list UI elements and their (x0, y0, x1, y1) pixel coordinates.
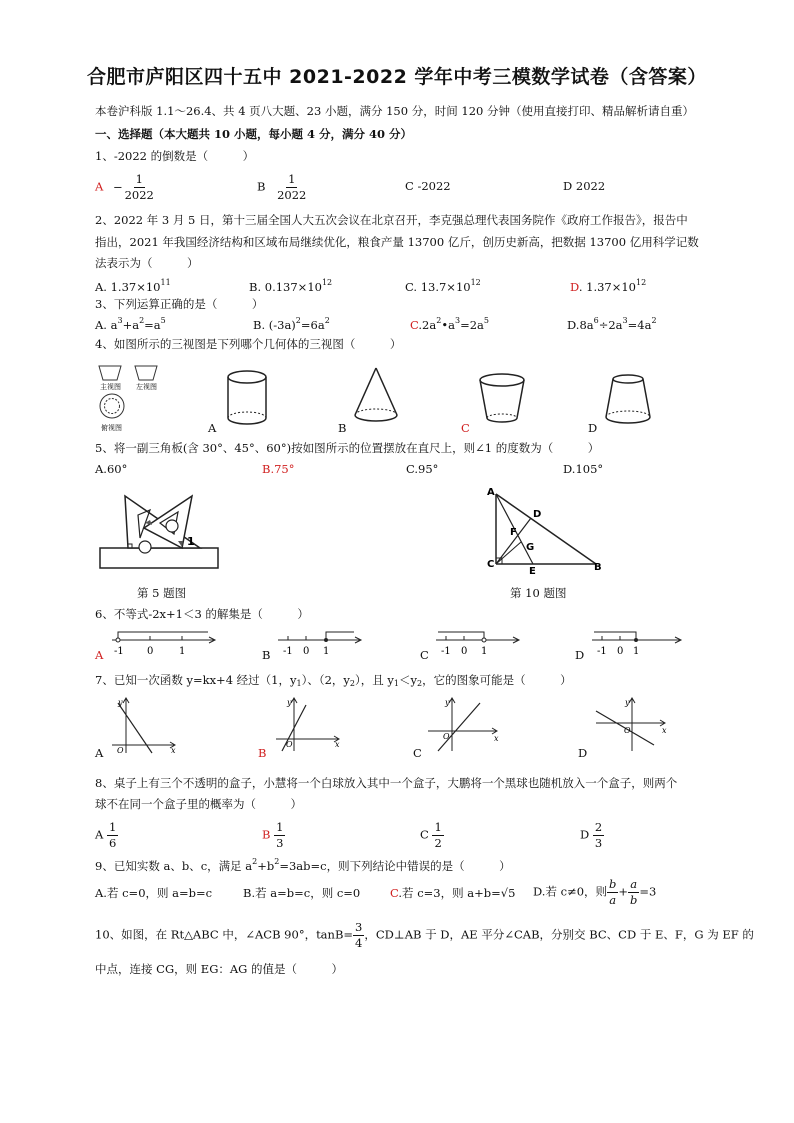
q8-option-a (95, 820, 118, 851)
q7-sub3: 1 (393, 679, 399, 688)
q9-d-num1: b (609, 877, 617, 891)
q6-option-d: D (575, 648, 585, 662)
origin-label: O (443, 732, 450, 741)
q3-a-text3: =a (144, 318, 161, 332)
angle-1-label: 1 (187, 535, 195, 548)
q9-stem-text1: 9、已知实数 a、b、c，满足 a (95, 859, 253, 873)
q5-option-a: A.60° (95, 462, 128, 476)
q5-stem: 5、将一副三角板(含 30°、45°、60°)按如图所示的位置摆放在直尺上，则∠1 的度数为（ ） (95, 441, 600, 455)
q1-option-a (95, 172, 156, 203)
q3-d-text3: =4a (627, 318, 652, 332)
q1-b-label: B (257, 179, 266, 194)
q7-stem-text2: ）、（2，y (301, 673, 350, 687)
q3-d-exp2: 3 (622, 316, 628, 325)
tick-label-1: 1 (633, 646, 640, 657)
q9-option-b: B.若 a=b=c，则 c=0 (243, 886, 361, 900)
q8-b-fraction (274, 820, 285, 851)
q3-a-text: A. a (95, 318, 118, 332)
q1-a-numerator: 1 (135, 172, 143, 186)
q1-a-sign: − (112, 179, 123, 194)
q8-b-num: 1 (276, 820, 284, 834)
exam-intro: 本卷沪科版 1.1～26.4、共 4 页八大题、23 小题，满分 150 分，时间 120 分钟（使用直接打印、精品解析请自重） (95, 104, 694, 118)
q5-option-b: B.75° (262, 462, 295, 476)
q9-c-text: .若 c=3，则 a+b= (398, 886, 501, 900)
q7-sub1: 1 (296, 679, 302, 688)
q8-b-den: 3 (276, 836, 284, 850)
q1-a-fraction (123, 172, 156, 203)
q3-c-text2: •a (441, 318, 455, 332)
q8-line1: 8、桌子上有三个不透明的盒子，小慧将一个白球放入其中一个盒子，大鹏将一个黑球也随机放入一个盒子，则两个 (95, 776, 678, 790)
point-f: F (510, 527, 517, 538)
q2-line1: 2、2022 年 3 月 5 日，第十三届全国人大五次会议在北京召开，李克强总理代表国务院作《政府工作报告》，报告中 (95, 213, 688, 227)
q1-a-denominator: 2022 (124, 188, 154, 202)
q3-c-exp2: 3 (454, 316, 461, 325)
page-title: 合肥市庐阳区四十五中 2021-2022 学年中考三模数学试卷（含答案） (87, 66, 707, 88)
q9-d-den2: b (630, 893, 638, 907)
q3-d-text2: ÷2a (598, 318, 623, 332)
q3-b-exp1: 2 (295, 316, 301, 325)
q9-option-c (390, 885, 515, 901)
q3-option-d (567, 317, 657, 333)
q1-option-c: C -2022 (405, 179, 451, 193)
q8-option-c (420, 820, 444, 851)
q8-d-den: 3 (594, 836, 603, 850)
q3-c-exp1: 2 (436, 316, 442, 325)
q7-a-graph (108, 695, 178, 755)
q2-option-d (570, 279, 646, 295)
q10-den: 4 (355, 936, 363, 950)
q2-line2: 指出，2021 年我国经济结构和区域布局继续优化，粮食产量 13700 亿斤，创历史新高，把数据 13700 亿用科学记数 (95, 235, 699, 249)
point-g: G (526, 542, 535, 553)
q9-option-a: A.若 c=0，则 a=b=c (95, 886, 213, 900)
q2-c-exponent: 12 (470, 278, 481, 287)
tick-label-0: 0 (303, 646, 310, 657)
q6-c-number-line (432, 628, 522, 660)
q2-a-base: A. 1.37×10 (95, 280, 161, 294)
q7-sub4: 2 (417, 679, 423, 688)
q3-b-text2: =6a (300, 318, 325, 332)
q7-c-graph (424, 695, 500, 755)
q7-option-a: A (95, 746, 104, 760)
q1-b-fraction (275, 172, 308, 203)
q1-b-numerator: 1 (288, 172, 296, 186)
point-a: A (487, 487, 495, 498)
frustum-narrow-top-figure (603, 372, 653, 428)
q6-b-number-line (274, 628, 364, 660)
q9-d-text: D.若 c≠0，则 (533, 884, 608, 899)
q3-d-exp3: 2 (651, 316, 657, 325)
q3-d-text: D.8a (567, 318, 594, 332)
y-axis-label: y (445, 698, 450, 707)
q3-c-text: .2a (418, 318, 437, 332)
y-axis-label: y (625, 698, 630, 707)
origin-label: O (624, 726, 631, 735)
x-axis-label: x (662, 726, 667, 735)
tick-label-1: 1 (323, 646, 330, 657)
q6-option-a: A (95, 648, 104, 662)
y-axis-label: y (287, 698, 292, 707)
point-e: E (529, 566, 536, 577)
q3-b-exp2: 2 (324, 316, 330, 325)
q3-a-text2: +a (122, 318, 140, 332)
q3-d-exp1: 6 (593, 316, 599, 325)
q7-d-graph (592, 695, 668, 755)
tick-label-neg1: -1 (441, 646, 451, 657)
q8-d-label: D (580, 827, 590, 842)
q2-d-base: . 1.37×10 (578, 280, 636, 294)
q8-option-d (580, 820, 604, 851)
tick-label-1: 1 (481, 646, 488, 657)
q10-triangle-figure (486, 486, 604, 576)
q9-d-end: =3 (639, 884, 657, 899)
q9-d-frac2 (628, 877, 639, 908)
q3-option-a (95, 317, 166, 333)
q10-text1: 10、如图，在 Rt△ABC 中，∠ACB 90°，tanB= (95, 927, 354, 942)
q9-d-num2: a (630, 877, 638, 891)
tick-label-0: 0 (461, 646, 468, 657)
q9-c-label: C (390, 886, 399, 900)
q4-stem: 4、如图所示的三视图是下列哪个几何体的三视图（ ） (95, 337, 402, 351)
q8-c-label: C (420, 827, 429, 842)
q8-c-fraction (432, 820, 443, 851)
point-c: C (487, 559, 495, 570)
q9-d-den1: a (609, 893, 617, 907)
q7-stem-text4: ＜y (399, 673, 417, 687)
q3-a-exp2: 2 (139, 316, 145, 325)
q7-stem-text1: 7、已知一次函数 y=kx+4 经过（1，y (95, 673, 297, 687)
q6-option-c: C (420, 648, 429, 662)
q8-line2: 球不在同一个盒子里的概率为（ ） (95, 797, 302, 811)
q5-triangle-ruler-figure (100, 490, 220, 572)
tick-label-1: 1 (179, 646, 186, 657)
q7-stem-text3: ），且 y (355, 673, 394, 687)
q8-option-b (262, 820, 285, 851)
q3-b-text: B. (-3a) (253, 318, 296, 332)
q8-b-label: B (262, 827, 271, 842)
q2-d-exponent: 12 (636, 278, 647, 287)
q7-b-graph (272, 695, 342, 755)
q8-d-fraction (593, 820, 604, 851)
q6-d-number-line (588, 628, 684, 660)
q4-option-c: C (461, 421, 470, 435)
q3-option-c (410, 317, 489, 333)
q6-a-number-line (108, 628, 218, 660)
front-view-label: 主视图 (100, 383, 121, 391)
q9-stem (95, 858, 511, 874)
q9-option-d (533, 877, 656, 908)
q8-a-label: A (95, 827, 104, 842)
cylinder-figure (225, 370, 271, 428)
cone-figure (352, 366, 400, 426)
q2-option-c (405, 279, 481, 295)
q2-c-base: C. 13.7×10 (405, 280, 471, 294)
q9-d-plus: + (618, 884, 629, 899)
q8-d-num: 2 (594, 820, 603, 834)
q9-stem-text2: +b (257, 859, 275, 873)
q3-option-b (253, 317, 330, 333)
q1-b-denominator: 2022 (277, 188, 307, 202)
q2-b-base: B. 0.137×10 (249, 280, 322, 294)
q9-stem-text3: =3ab=c，则下列结论中错误的是（ ） (279, 859, 511, 873)
q4-option-b: B (338, 421, 347, 435)
point-d: D (533, 509, 542, 520)
q3-c-exp3: 5 (483, 316, 489, 325)
y-axis-label: y (118, 698, 123, 707)
q10-num: 3 (355, 920, 363, 934)
q8-a-den: 6 (108, 836, 117, 850)
q2-b-exponent: 12 (321, 278, 333, 287)
q9-d-frac1 (607, 877, 618, 908)
origin-label: O (286, 740, 293, 749)
q7-option-d: D (578, 746, 588, 760)
q10-text2: ，CD⊥AB 于 D，AE 平分∠CAB，分别交 BC、CD 于 E、F，G 为 EF 的 (364, 927, 754, 942)
x-axis-label: x (494, 734, 499, 743)
side-view-trapezoid (135, 366, 157, 380)
section-heading: 一、选择题（本大题共 10 小题，每小题 4 分，满分 40 分） (95, 127, 413, 141)
q2-option-b (249, 279, 332, 295)
q7-stem-text5: ，它的图象可能是（ ） (422, 673, 572, 687)
q7-option-c: C (413, 746, 422, 760)
q1-option-b (257, 172, 308, 203)
side-view-label: 左视图 (136, 383, 157, 391)
q6-stem: 6、不等式-2x+1＜3 的解集是（ ） (95, 607, 309, 621)
q3-stem: 3、下列运算正确的是（ ） (95, 297, 264, 311)
q1-option-d: D 2022 (563, 179, 606, 193)
q1-a-label: A (95, 179, 104, 194)
q7-option-b: B (258, 746, 267, 760)
q2-line3: 法表示为（ ） (95, 256, 199, 270)
ruler (100, 548, 218, 568)
q5-figure-caption: 第 5 题图 (137, 586, 187, 600)
q9-exp2: 2 (274, 857, 280, 866)
tick-label-0: 0 (147, 646, 154, 657)
q8-c-num: 1 (434, 820, 442, 834)
front-view-trapezoid (99, 366, 121, 380)
q8-c-den: 2 (434, 836, 442, 850)
x-axis-label: x (335, 740, 340, 749)
q3-a-exp3: 5 (160, 316, 166, 325)
q3-c-text3: =2a (460, 318, 484, 332)
origin-label: O (117, 746, 124, 755)
x-axis-label: x (171, 746, 176, 755)
q4-option-d: D (588, 421, 598, 435)
q8-a-num: 1 (108, 820, 117, 834)
q5-option-c: C.95° (406, 462, 439, 476)
q2-a-exponent: 11 (160, 278, 171, 287)
q9-c-root: √5 (500, 886, 516, 900)
top-view-label: 俯视图 (101, 424, 122, 432)
q1-stem: 1、-2022 的倒数是（ ） (95, 149, 255, 163)
top-view-outer-circle (100, 394, 124, 418)
q10-tan-fraction (353, 920, 364, 951)
q2-d-label: D (570, 280, 579, 294)
q6-option-b: B (262, 648, 271, 662)
tick-label-neg1: -1 (114, 646, 124, 657)
q5-option-d: D.105° (563, 462, 604, 476)
q3-c-label: C (410, 318, 419, 332)
tick-label-neg1: -1 (283, 646, 293, 657)
q2-option-a (95, 279, 171, 295)
frustum-wide-top-figure (477, 372, 527, 428)
point-b: B (594, 562, 602, 573)
q10-line2: 中点，连接 CG，则 EG：AG 的值是（ ） (95, 962, 344, 976)
tick-label-neg1: -1 (597, 646, 607, 657)
q10-line1 (95, 920, 754, 951)
q4-option-a: A (208, 421, 217, 435)
q9-exp1: 2 (252, 857, 258, 866)
tick-label-0: 0 (617, 646, 624, 657)
q7-stem (95, 672, 572, 688)
q8-a-fraction (107, 820, 118, 851)
q3-a-exp1: 3 (117, 316, 123, 325)
three-view-diagram (95, 358, 175, 438)
q10-figure-caption: 第 10 题图 (510, 586, 567, 600)
q7-sub2: 2 (349, 679, 355, 688)
